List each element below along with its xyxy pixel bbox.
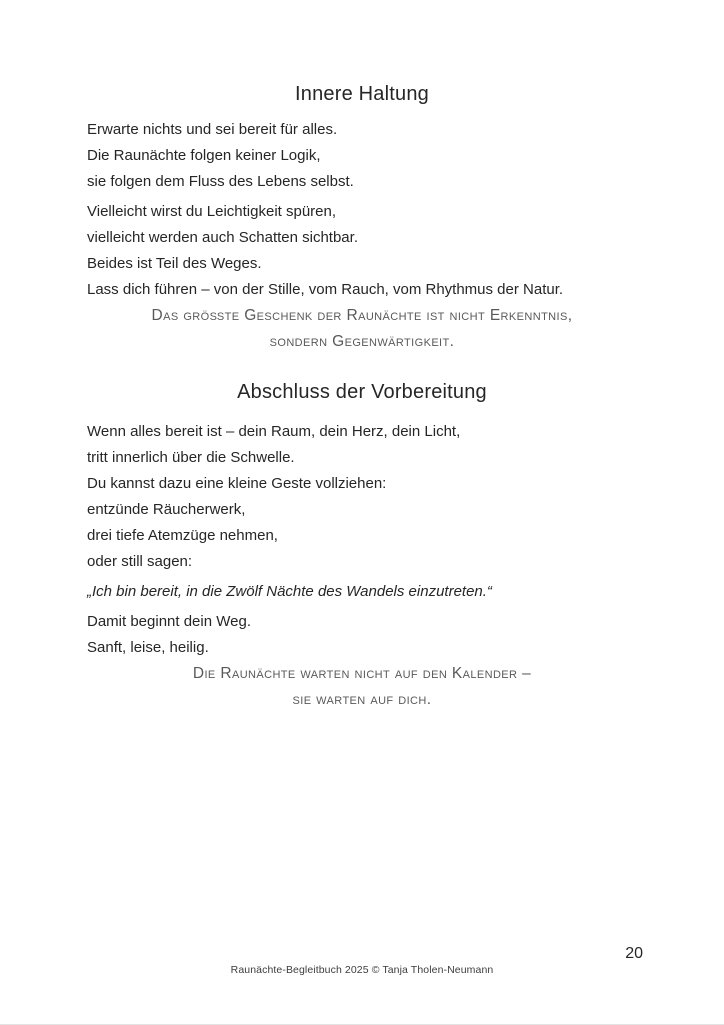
section-heading-abschluss: Abschluss der Vorbereitung — [237, 381, 487, 403]
paragraph — [87, 419, 637, 575]
paragraph-line: oder still sagen: — [87, 553, 193, 570]
paragraph-line: Die Raunächte folgen keiner Logik, — [87, 147, 321, 164]
quote-line: sondern Gegenwärtigkeit. — [269, 333, 455, 350]
smallcaps-quote — [87, 303, 637, 355]
paragraph-line: Lass dich führen – von der Stille, vom Rauch, vom Rhythmus der Natur. — [87, 281, 564, 298]
page-number: 20 — [625, 945, 643, 962]
italic-quote — [87, 579, 637, 605]
paragraph-line: vielleicht werden auch Schatten sichtbar. — [87, 229, 358, 246]
paragraph-line: Sanft, leise, heilig. — [87, 639, 209, 656]
quote-line: „Ich bin bereit, in die Zwölf Nächte des Wandels einzutreten.“ — [87, 583, 492, 600]
paragraph-line: Damit beginnt dein Weg. — [87, 613, 251, 630]
page-content — [87, 81, 637, 717]
paragraph-line: sie folgen dem Fluss des Lebens selbst. — [87, 173, 354, 190]
paragraph-line: tritt innerlich über die Schwelle. — [87, 449, 295, 466]
paragraph-line: Wenn alles bereit ist – dein Raum, dein Herz, dein Licht, — [87, 423, 461, 440]
paragraph — [87, 609, 637, 661]
paragraph-line: Erwarte nichts und sei bereit für alles. — [87, 121, 338, 138]
paragraph-line: Du kannst dazu eine kleine Geste vollziehen: — [87, 475, 387, 492]
smallcaps-quote — [87, 661, 637, 713]
quote-line: Das größte Geschenk der Raunächte ist nicht Erkenntnis, — [151, 307, 573, 324]
paragraph — [87, 199, 637, 303]
footer-credit: Raunächte-Begleitbuch 2025 © Tanja Tholen-Neumann — [230, 964, 494, 976]
paragraph-line: Beides ist Teil des Weges. — [87, 255, 262, 272]
quote-line: Die Raunächte warten nicht auf den Kalender – — [192, 665, 532, 682]
quote-line: sie warten auf dich. — [292, 691, 432, 708]
paragraph-line: Vielleicht wirst du Leichtigkeit spüren, — [87, 203, 337, 220]
section-heading-innere-haltung: Innere Haltung — [294, 83, 429, 105]
paragraph-line: drei tiefe Atemzüge nehmen, — [87, 527, 278, 544]
paragraph-line: entzünde Räucherwerk, — [87, 501, 246, 518]
paragraph — [87, 117, 637, 195]
